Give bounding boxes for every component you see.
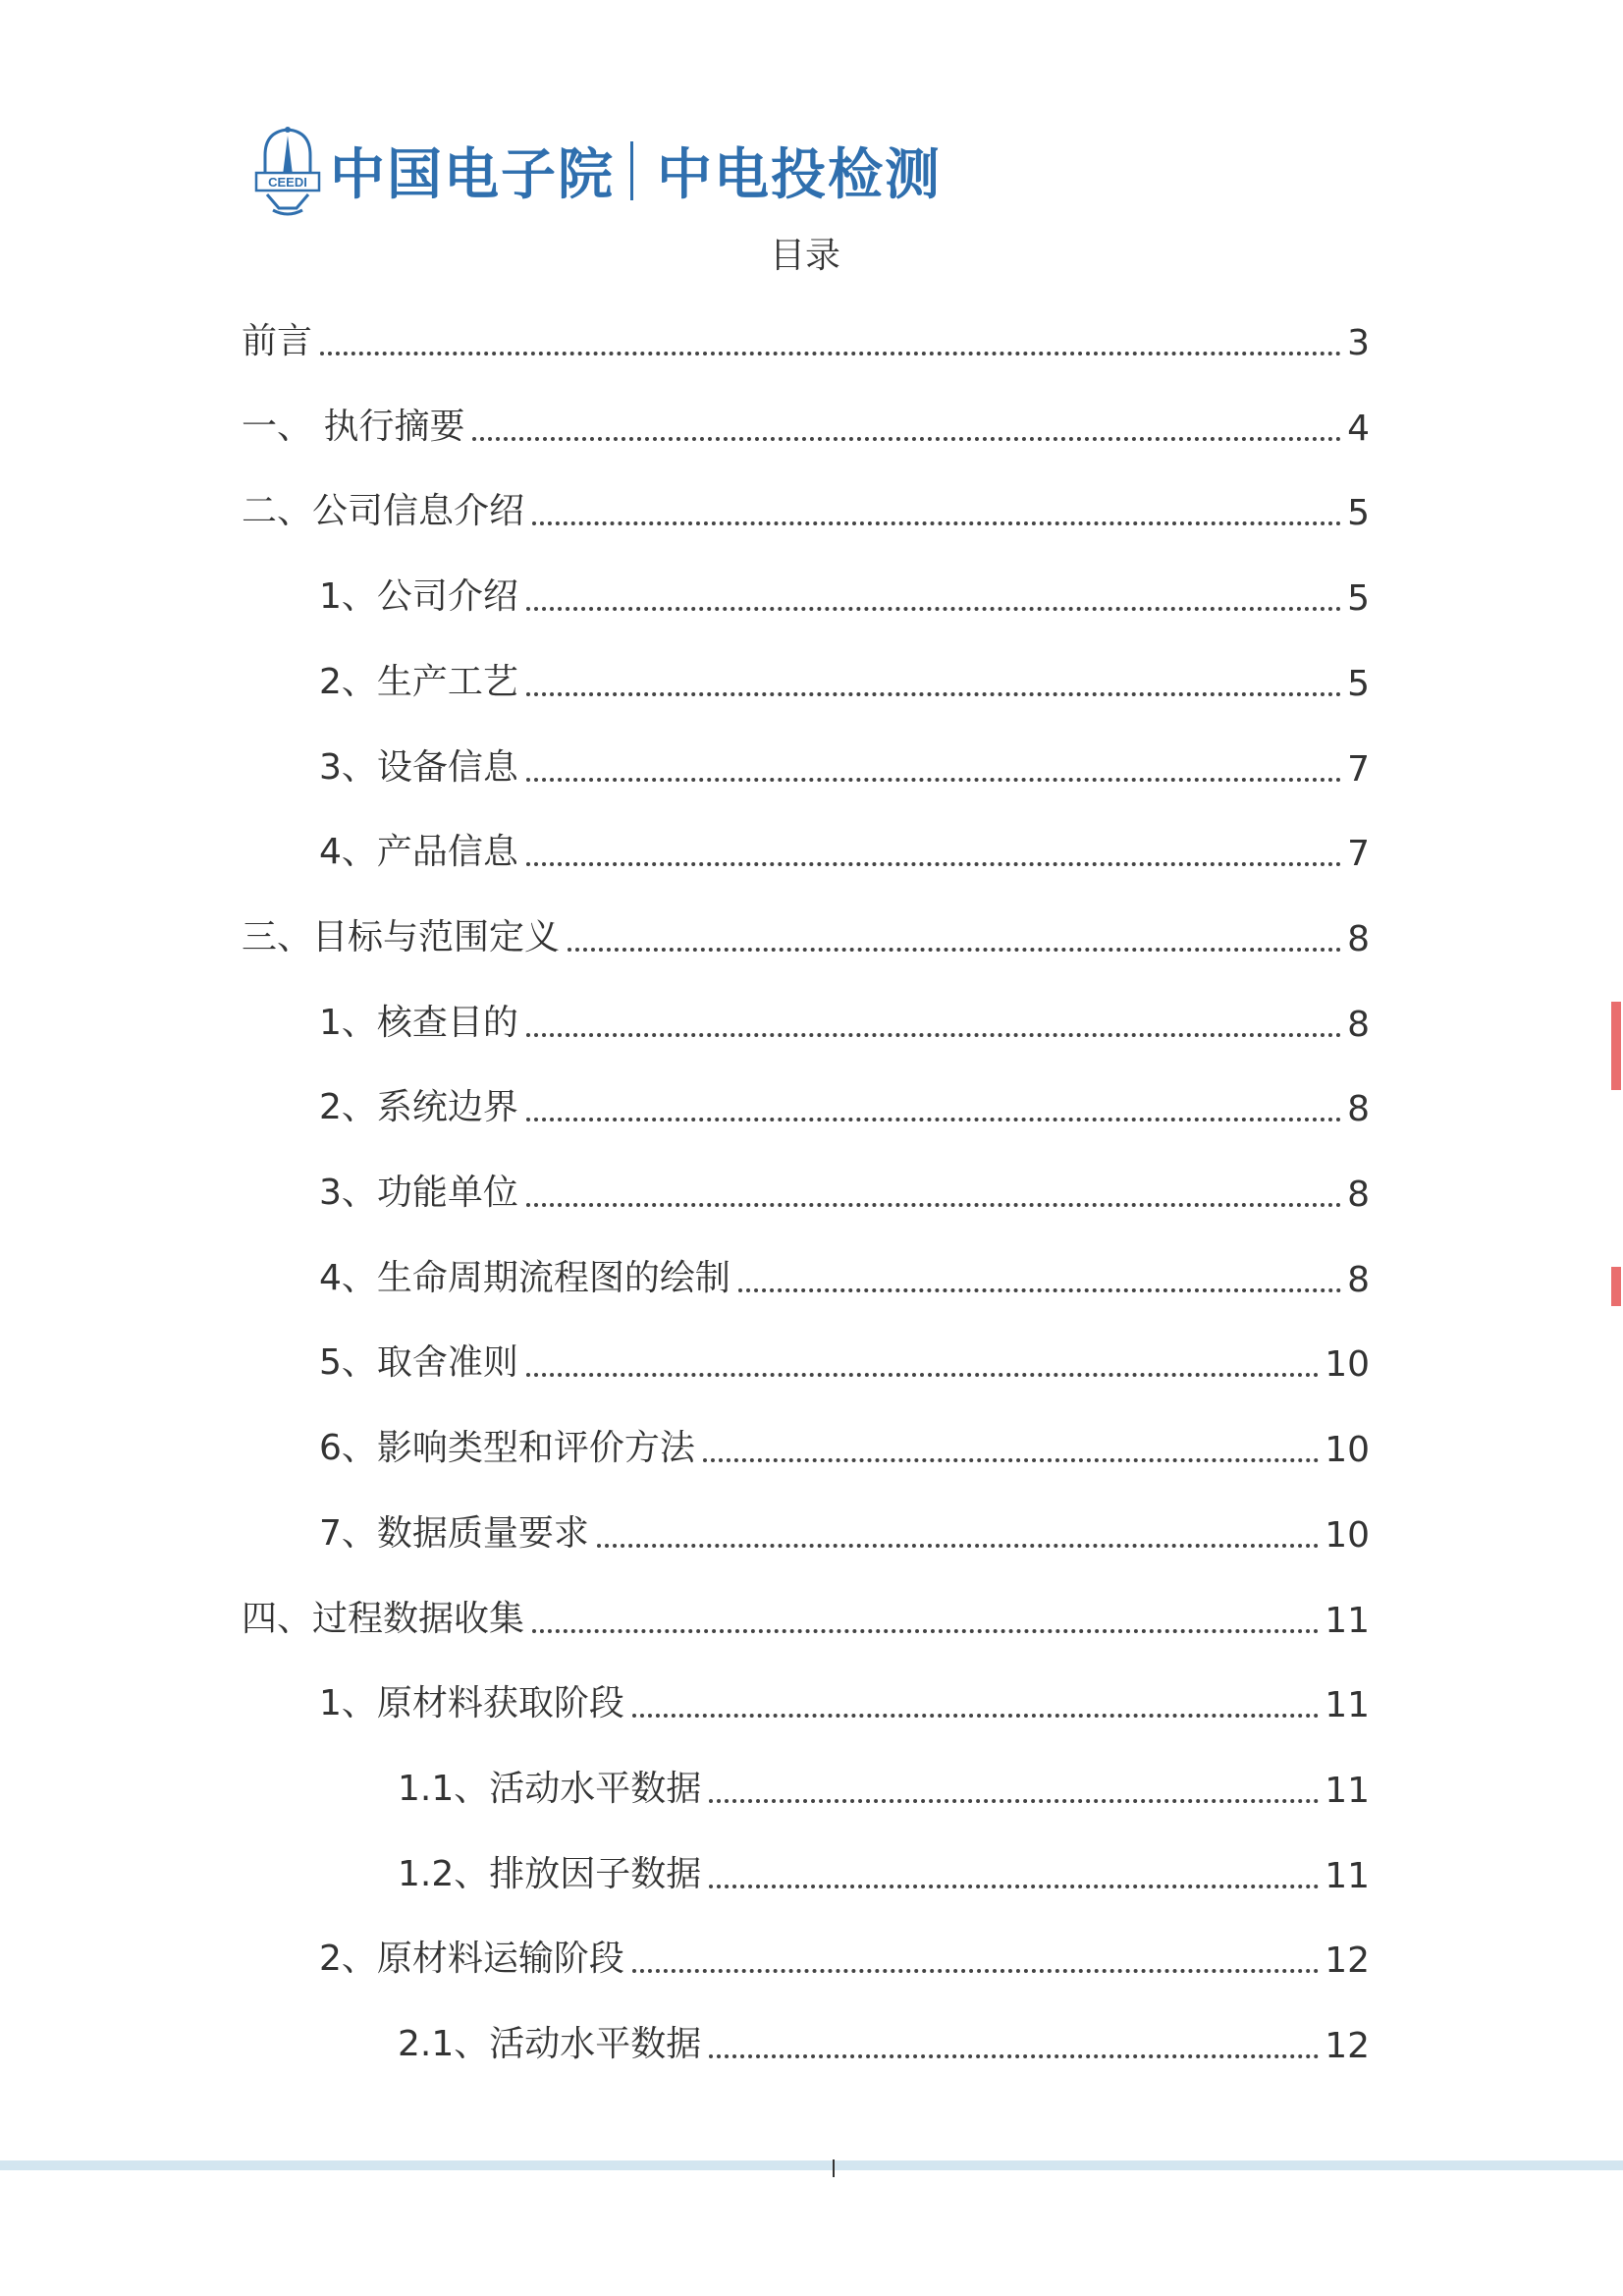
toc-leader-dots [568, 948, 1341, 952]
toc-entry[interactable] [398, 2017, 1370, 2066]
toc-leader-dots [703, 1458, 1319, 1462]
svg-text:CEEDI: CEEDI [268, 175, 307, 190]
toc-entry[interactable] [242, 910, 1370, 959]
toc-entry-label: 1、原材料获取阶段 [319, 1683, 624, 1724]
toc-leader-dots [526, 607, 1341, 611]
toc-entry-label: 2、生产工艺 [319, 661, 518, 702]
toc-entry-label: 4、生命周期流程图的绘制 [319, 1257, 730, 1298]
toc-entry[interactable] [319, 825, 1370, 874]
toc-leader-dots [526, 1033, 1341, 1037]
toc-page-number: 10 [1325, 1344, 1370, 1386]
seal-edge-mark [1611, 1002, 1621, 1090]
toc-entry[interactable] [319, 1932, 1370, 1981]
toc-page-number: 7 [1347, 834, 1370, 875]
toc-entry[interactable] [319, 740, 1370, 790]
toc-entry-label: 一、 执行摘要 [242, 406, 465, 447]
toc-leader-dots [526, 862, 1341, 866]
toc-page-number: 8 [1347, 1089, 1370, 1130]
ceedi-logo-icon [253, 126, 322, 216]
toc-leader-dots [532, 1629, 1319, 1633]
toc-entry-label: 三、目标与范围定义 [242, 916, 561, 957]
toc-page-number: 7 [1347, 748, 1370, 790]
toc-entry-label: 2、系统边界 [319, 1087, 518, 1128]
toc-page-number: 8 [1347, 1175, 1370, 1215]
toc-leader-dots [597, 1544, 1319, 1548]
toc-entry-label: 1.2、排放因子数据 [398, 1853, 702, 1894]
toc-entry-label: 前言 [242, 321, 313, 361]
toc-leader-dots [709, 1799, 1319, 1803]
toc-leader-dots [709, 1885, 1319, 1888]
toc-entry-label: 二、公司信息介绍 [242, 491, 525, 532]
toc-page-number: 5 [1347, 578, 1370, 620]
toc-page-number: 12 [1325, 2026, 1370, 2066]
toc-page-number: 11 [1325, 1855, 1370, 1896]
toc-entry[interactable] [242, 400, 1370, 449]
toc-leader-dots [526, 1373, 1319, 1377]
toc-entry[interactable] [319, 655, 1370, 704]
binding-mark [833, 2159, 835, 2177]
toc-leader-dots [632, 1714, 1319, 1718]
toc-entry[interactable] [319, 1251, 1370, 1300]
toc-entry[interactable] [319, 1506, 1370, 1556]
toc-page-number: 5 [1347, 493, 1370, 534]
toc-entry-label: 3、设备信息 [319, 746, 518, 788]
toc-entry-label: 5、取舍准则 [319, 1342, 518, 1384]
toc-leader-dots [526, 1118, 1341, 1121]
toc-entry-label: 7、数据质量要求 [319, 1512, 589, 1554]
toc-entry[interactable] [242, 484, 1370, 533]
toc-page-number: 8 [1347, 918, 1370, 959]
toc-entry-label: 3、功能单位 [319, 1173, 518, 1213]
toc-leader-dots [526, 692, 1341, 696]
toc-page-number: 10 [1325, 1430, 1370, 1471]
toc-leader-dots [526, 778, 1341, 782]
toc-leader-dots [472, 437, 1341, 441]
toc-entry[interactable] [319, 1676, 1370, 1725]
toc-entry-label: 6、影响类型和评价方法 [319, 1428, 695, 1469]
brand-name-ceedi: 中国电子院 [330, 143, 615, 207]
toc-leader-dots [526, 1203, 1341, 1207]
toc-page-number: 3 [1347, 323, 1370, 363]
toc-page-number: 12 [1325, 1941, 1370, 1982]
toc-entry-label: 1.1、活动水平数据 [398, 1768, 702, 1809]
toc-leader-dots [532, 521, 1341, 525]
toc-entry[interactable] [242, 314, 1370, 363]
toc-entry[interactable] [398, 1762, 1370, 1811]
toc-entry-label: 1、公司介绍 [319, 576, 518, 618]
toc-page-number: 11 [1325, 1685, 1370, 1726]
toc-leader-dots [632, 1969, 1319, 1973]
toc-entry-label: 2.1、活动水平数据 [398, 2024, 702, 2064]
toc-title: 目录 [769, 236, 840, 276]
toc-entry-label: 四、过程数据收集 [242, 1598, 525, 1639]
toc-leader-dots [738, 1288, 1341, 1292]
toc-entry-label: 1、核查目的 [319, 1002, 518, 1043]
toc-entry[interactable] [319, 1080, 1370, 1129]
toc-page-number: 5 [1347, 663, 1370, 704]
toc-page-number: 10 [1325, 1514, 1370, 1556]
seal-edge-mark [1611, 1267, 1621, 1306]
toc-entry[interactable] [319, 1166, 1370, 1215]
footer-divider [0, 2160, 1623, 2170]
toc-entry[interactable] [398, 1847, 1370, 1896]
brand-name-testing: 中电投检测 [657, 143, 942, 207]
toc-leader-dots [709, 2054, 1319, 2058]
brand-separator [630, 141, 633, 200]
header-logo [253, 126, 942, 216]
toc-page-number: 8 [1347, 1259, 1370, 1300]
toc-entry[interactable] [319, 1421, 1370, 1470]
toc-entry[interactable] [319, 570, 1370, 619]
toc-leader-dots [320, 352, 1341, 355]
toc-page-number: 11 [1325, 1770, 1370, 1811]
toc-page-number: 4 [1347, 408, 1370, 449]
toc-entry[interactable] [319, 996, 1370, 1045]
toc-page-number: 8 [1347, 1004, 1370, 1045]
toc-entry-label: 2、原材料运输阶段 [319, 1939, 624, 1980]
toc-entry-label: 4、产品信息 [319, 832, 518, 873]
toc-entry[interactable] [242, 1592, 1370, 1641]
toc-entry[interactable] [319, 1336, 1370, 1385]
toc-page-number: 11 [1325, 1600, 1370, 1641]
